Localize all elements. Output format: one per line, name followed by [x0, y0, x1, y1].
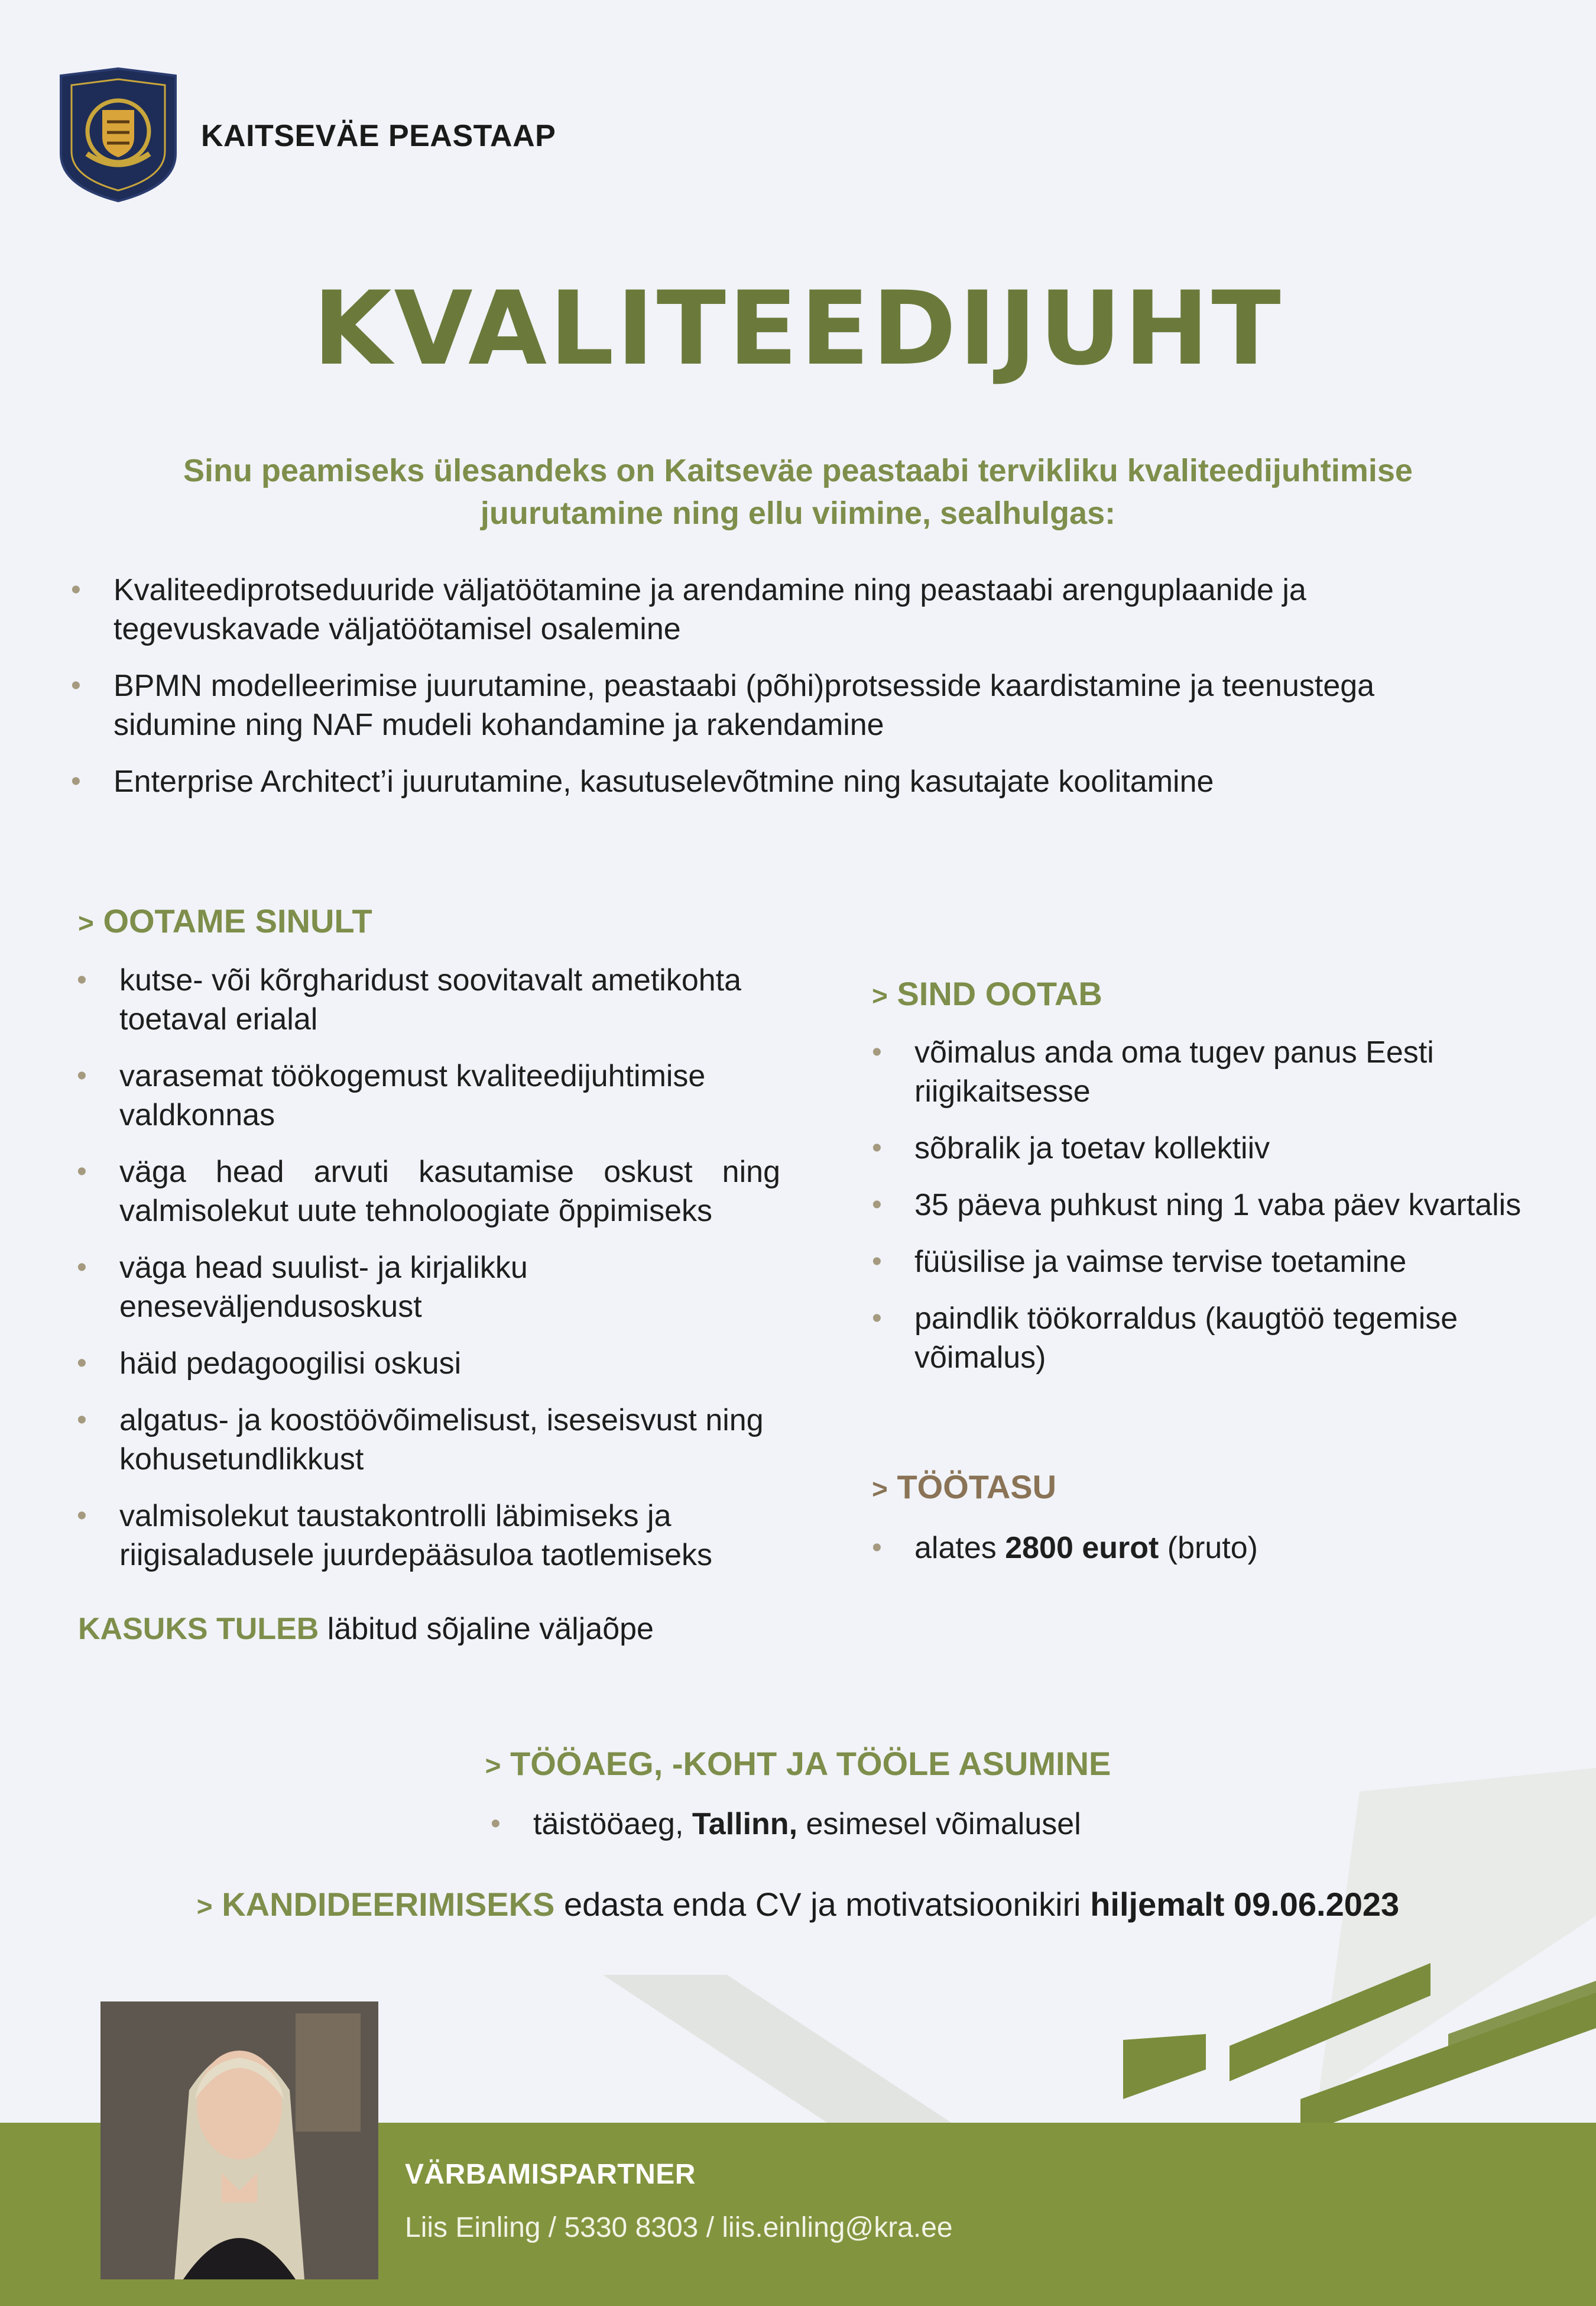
list-item: • sõbralik ja toetav kollektiiv	[872, 1129, 1522, 1168]
salary-amount: 2800 eurot	[1005, 1531, 1159, 1565]
advantage-note	[78, 1611, 654, 1647]
list-item: • BPMN modelleerimise juurutamine, peastaabi (põhi)protsesside kaardistamine ja teenustega sidumine ning NAF mudeli kohandamine ja rakendamine	[71, 666, 1490, 744]
heading-text: TÖÖTASU	[897, 1468, 1057, 1505]
recruiter-photo	[100, 2001, 378, 2279]
section-heading-ootame	[78, 902, 372, 940]
kaitsevae-logo	[56, 65, 180, 204]
list-item: • 35 päeva puhkust ning 1 vaba päev kvartalis	[872, 1186, 1522, 1225]
job-title: KVALITEEDIJUHT	[313, 269, 1283, 388]
list-item: • füüsilise ja vaimse tervise toetamine	[872, 1242, 1522, 1281]
heading-text: SIND OOTAB	[897, 975, 1102, 1012]
list-item: • kutse- või kõrgharidust soovitavalt ametikohta toetaval erialal	[77, 961, 780, 1039]
work-time-item	[491, 1805, 1200, 1844]
recruiter-contact[interactable]: Liis Einling / 5330 8303 / liis.einling@kra.ee	[405, 2212, 953, 2243]
salary-suffix: (bruto)	[1159, 1531, 1258, 1565]
benefits-list	[872, 1033, 1522, 1395]
intro-text: Sinu peamiseks ülesandeks on Kaitseväe peastaabi tervikliku kvaliteedijuhtimise juurutamine ning ellu viimine, sealhulgas:	[183, 453, 1413, 531]
apply-marker: >	[196, 1891, 213, 1922]
salary-prefix: alates	[914, 1531, 1005, 1565]
work-city: Tallinn,	[692, 1807, 798, 1841]
section-heading-tooaeg	[0, 1744, 1596, 1783]
work-time-list	[491, 1805, 1200, 1844]
heading-marker: >	[485, 1750, 501, 1781]
heading-marker: >	[872, 1473, 888, 1504]
recruiter-role: VÄRBAMISPARTNER	[405, 2159, 696, 2190]
heading-text: TÖÖAEG, -KOHT JA TÖÖLE ASUMINE	[510, 1745, 1111, 1782]
list-item: • varasemat töökogemust kvaliteedijuhtimise valdkonnas	[77, 1057, 780, 1135]
list-item: • väga head arvuti kasutamise oskust ning valmisolekut uute tehnoloogiate õppimiseks	[77, 1152, 780, 1230]
list-item: • algatus- ja koostöövõimelisust, iseseisvust ning kohusetundlikkust	[77, 1401, 780, 1479]
list-item: • Enterprise Architect’i juurutamine, kasutuselevõtmine ning kasutajate koolitamine	[71, 762, 1490, 801]
list-item: • võimalus anda oma tugev panus Eesti riigikaitsesse	[872, 1033, 1522, 1111]
salary-item	[872, 1528, 1522, 1567]
org-name: KAITSEVÄE PEASTAAP	[201, 119, 556, 153]
apply-text: edasta enda CV ja motivatsioonikiri	[554, 1886, 1091, 1923]
main-tasks-list	[71, 571, 1490, 819]
salary-list	[872, 1528, 1522, 1567]
apply-deadline: hiljemalt 09.06.2023	[1090, 1886, 1400, 1923]
list-item: • häid pedagoogilisi oskusi	[77, 1344, 780, 1383]
logo-motto: VIRIBUS UNITIS	[95, 169, 142, 174]
work-time-suffix: esimesel võimalusel	[797, 1807, 1081, 1841]
list-item: • Kvaliteediprotseduuride väljatöötamine ja arendamine ning peastaabi arenguplaanide ja tegevuskavade väljatöötamisel osalemine	[71, 571, 1490, 649]
section-heading-tootasu	[872, 1468, 1056, 1506]
apply-label: KANDIDEERIMISEKS	[222, 1886, 555, 1923]
list-item: • väga head suulist- ja kirjalikku eneseväljendusoskust	[77, 1248, 780, 1326]
apply-instructions	[0, 1885, 1596, 1923]
requirements-list	[77, 961, 780, 1592]
work-time-prefix: täistööaeg,	[533, 1807, 692, 1841]
list-item: • valmisolekut taustakontrolli läbimiseks ja riigisaladusele juurdepääsuloa taotlemiseks	[77, 1497, 780, 1575]
list-item: • paindlik töökorraldus (kaugtöö tegemise võimalus)	[872, 1299, 1522, 1377]
heading-marker: >	[78, 908, 94, 938]
section-heading-sind-ootab	[872, 974, 1102, 1013]
heading-marker: >	[872, 980, 888, 1011]
advantage-text: läbitud sõjaline väljaõpe	[319, 1612, 654, 1646]
heading-text: OOTAME SINULT	[103, 902, 372, 940]
advantage-label: KASUKS TULEB	[78, 1612, 319, 1646]
